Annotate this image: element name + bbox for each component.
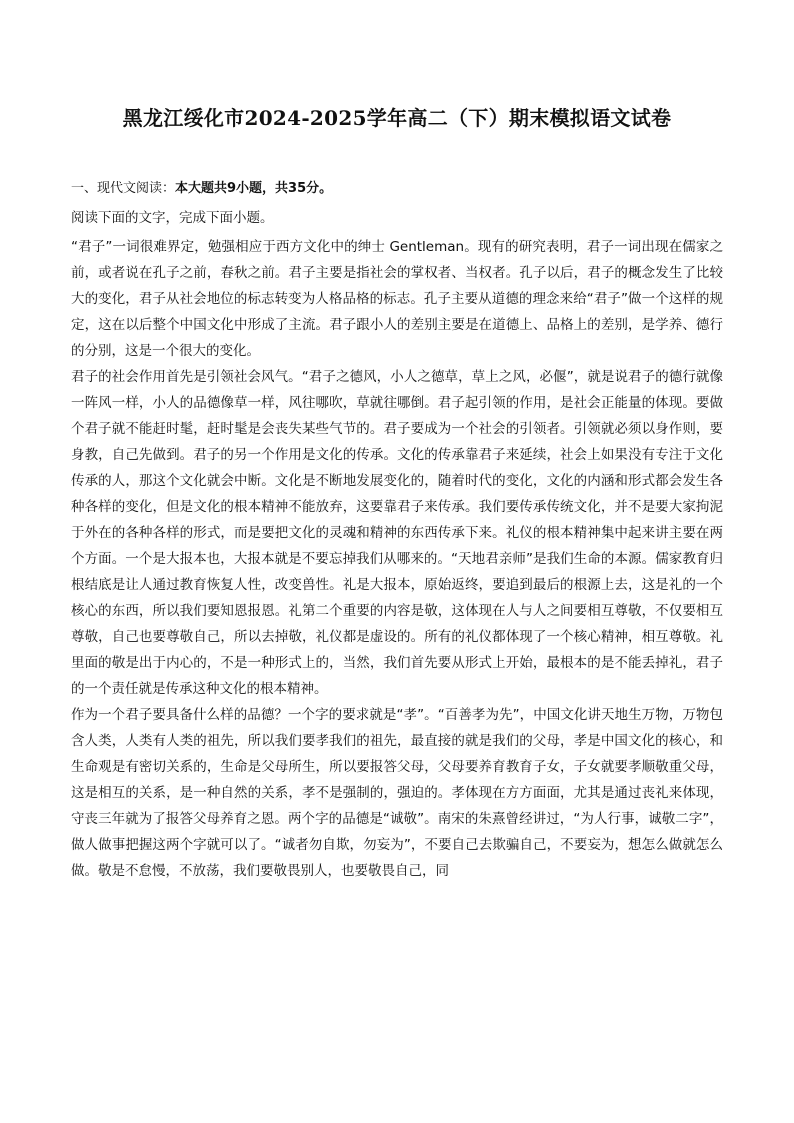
document-title: 黑龙江绥化市2024-2025学年高二（下）期末模拟语文试卷 bbox=[122, 106, 672, 130]
section-heading bbox=[71, 177, 332, 196]
passage-paragraph-2: 君子的社会作用首先是引领社会风气。“君子之德风，小人之德草，草上之风，必偃”，就是说君子的德行就像一阵风一样，小人的品德像草一样，风往哪吹，草就往哪倒。君子起引领的作用，是社会正能量的体现。要做个君子就不能赶时髦，赶时髦是会丧失某些气节的。君子要成为一个社会的引领者。引领就必须以身作则，要身教，自己先做到。君子的另一个作用是文化的传承。文化的传承靠君子来延续，社会上如果没有专注于文化传承的人，那这个文化就会中断。文化是不断地发展变化的，随着时代的变化，文化的内涵和形式都会发生各种各样的变化，但是文化的根本精神不能放弃，这要靠君子来传承。我们要传承传统文化，并不是要大家拘泥于外在的各种各样的形式，而是要把文化的灵魂和精神的东西传承下来。礼仪的根本精神集中起来讲主要在两个方面。一个是大报本也，大报本就是不要忘掉我们从哪来的。“天地君亲师”是我们生命的本源。儒家教育归根结底是让人通过教育恢复人性，改变兽性。礼是大报本，原始返终，要追到最后的根源上去，这是礼的一个核心的东西，所以我们要知恩报恩。礼第二个重要的内容是敬，这体现在人与人之间要相互尊敬，不仅要相互尊敬，自己也要尊敬自己，所以去掉敬，礼仪都是虚设的。所有的礼仪都体现了一个核心精神，相互尊敬。礼里面的敬是出于内心的，不是一种形式上的，当然，我们首先要从形式上开始，最根本的是不能丢掉礼，君子的一个责任就是传承这种文化的根本精神。 bbox=[71, 369, 723, 697]
reading-instruction: 阅读下面的文字，完成下面小题。 bbox=[71, 210, 274, 226]
section-info: 本大题共9小题，共35分。 bbox=[175, 181, 333, 196]
passage-paragraph-3: 作为一个君子要具备什么样的品德？一个字的要求就是“孝”。“百善孝为先”，中国文化讲天地生万物，万物包含人类，人类有人类的祖先，所以我们要孝我们的祖先，最直接的就是我们的父母，孝是中国文化的核心，和生命观是有密切关系的，生命是父母所生，所以要报答父母，父母要养育教育子女，子女就要孝顺敬重父母，这是相互的关系，是一种自然的关系，孝不是强制的，强迫的。孝体现在方方面面，尤其是通过丧礼来体现，守丧三年就为了报答父母养育之恩。两个字的品德是“诚敬”。南宋的朱熹曾经讲过，“为人行事，诚敬二字”，做人做事把握这两个字就可以了。“诚者勿自欺，勿妄为”，不要自己去欺骗自己，不要妄为，想怎么做就怎么做。敬是不怠慢，不放荡，我们要敬畏别人，也要敬畏自己，同 bbox=[71, 707, 723, 879]
passage-paragraph-1: “君子”一词很难界定，勉强相应于西方文化中的绅士 Gentleman。现有的研究表明，君子一词出现在儒家之前，或者说在孔子之前，春秋之前。君子主要是指社会的掌权者、当权者。孔子以后，君子的概念发生了比较大的变化，君子从社会地位的标志转变为人格品格的标志。孔子主要从道德的理念来给“君子”做一个这样的规定，这在以后整个中国文化中形成了主流。君子跟小人的差别主要是在道德上、品格上的差别，是学养、德行的分别，这是一个很大的变化。 bbox=[71, 239, 723, 359]
passage-body bbox=[71, 234, 723, 884]
section-prefix: 一、现代文阅读： bbox=[71, 181, 176, 196]
